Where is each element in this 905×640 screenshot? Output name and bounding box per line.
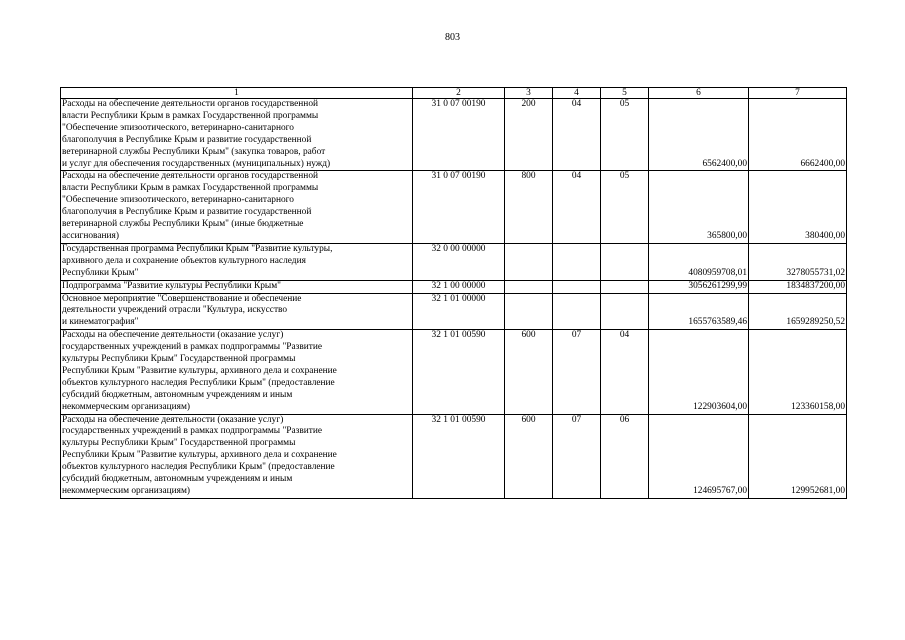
column-header: 3 [505,88,553,99]
amount-col7: 129952681,00 [749,414,847,498]
amount-col6: 1655763589,46 [649,293,749,330]
column-header: 7 [749,88,847,99]
target-article-code: 32 0 00 00000 [413,243,505,280]
expense-name: Подпрограмма "Развитие культуры Республики Крым" [61,280,413,293]
amount-col7: 6662400,00 [749,99,847,171]
expense-name: Государственная программа Республики Крым "Развитие культуры, архивного дела и сохранение объектов культурного наследия Республики Крым" [61,243,413,280]
subsection-code [601,243,649,280]
expense-type-code: 600 [505,414,553,498]
column-header: 6 [649,88,749,99]
subsection-code [601,280,649,293]
target-article-code: 31 0 07 00190 [413,171,505,243]
table-header-row [61,88,847,99]
amount-col6: 365800,00 [649,171,749,243]
expense-name: Расходы на обеспечение деятельности (оказание услуг) государственных учреждений в рамках подпрограммы "Развитие культуры Республики Крым" Государственной программы Республики Крым "Развитие культуры, архивного дела и сохранение объектов культурного наследия Республики Крым" (предоставление субсидий бюджетным, автономным учреждениям и иным некоммерческим организациям) [61,414,413,498]
section-code [553,243,601,280]
expense-name: Расходы на обеспечение деятельности органов государственной власти Республики Крым в рамках Государственной программы "Обеспечение эпизоотического, ветеринарно-санитарного благополучия в Республике Крым и развитие государственной ветеринарной службы Республики Крым" (закупка товаров, работ и услуг для обеспечения государственных (муниципальных) нужд) [61,99,413,171]
table-row [61,171,847,243]
expense-type-code [505,280,553,293]
table-row [61,293,847,330]
table-row [61,414,847,498]
table-row [61,99,847,171]
expense-type-code [505,243,553,280]
amount-col7: 1659289250,52 [749,293,847,330]
section-code [553,280,601,293]
target-article-code: 32 1 01 00000 [413,293,505,330]
table-row [61,280,847,293]
section-code: 04 [553,99,601,171]
column-header: 1 [61,88,413,99]
target-article-code: 32 1 01 00590 [413,414,505,498]
expense-type-code [505,293,553,330]
page-number: 803 [445,32,460,43]
section-code: 04 [553,171,601,243]
subsection-code: 05 [601,171,649,243]
expense-type-code: 600 [505,330,553,414]
table-row [61,330,847,414]
subsection-code: 04 [601,330,649,414]
expense-name: Основное мероприятие "Совершенствование и обеспечение деятельности учреждений отрасли "Культура, искусство и кинематография" [61,293,413,330]
amount-col7: 380400,00 [749,171,847,243]
amount-col6: 3056261299,99 [649,280,749,293]
section-code: 07 [553,330,601,414]
amount-col7: 3278055731,02 [749,243,847,280]
column-header: 5 [601,88,649,99]
target-article-code: 32 1 01 00590 [413,330,505,414]
subsection-code: 05 [601,99,649,171]
subsection-code: 06 [601,414,649,498]
column-header: 4 [553,88,601,99]
target-article-code: 31 0 07 00190 [413,99,505,171]
section-code: 07 [553,414,601,498]
expense-type-code: 800 [505,171,553,243]
budget-table [60,87,847,499]
target-article-code: 32 1 00 00000 [413,280,505,293]
amount-col7: 1834837200,00 [749,280,847,293]
expense-name: Расходы на обеспечение деятельности (оказание услуг) государственных учреждений в рамках подпрограммы "Развитие культуры Республики Крым" Государственной программы Республики Крым "Развитие культуры, архивного дела и сохранение объектов культурного наследия Республики Крым" (предоставление субсидий бюджетным, автономным учреждениям и иным некоммерческим организациям) [61,330,413,414]
section-code [553,293,601,330]
amount-col7: 123360158,00 [749,330,847,414]
table-row [61,243,847,280]
amount-col6: 6562400,00 [649,99,749,171]
subsection-code [601,293,649,330]
column-header: 2 [413,88,505,99]
amount-col6: 124695767,00 [649,414,749,498]
expense-type-code: 200 [505,99,553,171]
amount-col6: 4080959708,01 [649,243,749,280]
expense-name: Расходы на обеспечение деятельности органов государственной власти Республики Крым в рамках Государственной программы "Обеспечение эпизоотического, ветеринарно-санитарного благополучия в Республике Крым и развитие государственной ветеринарной службы Республики Крым" (иные бюджетные ассигнования) [61,171,413,243]
amount-col6: 122903604,00 [649,330,749,414]
